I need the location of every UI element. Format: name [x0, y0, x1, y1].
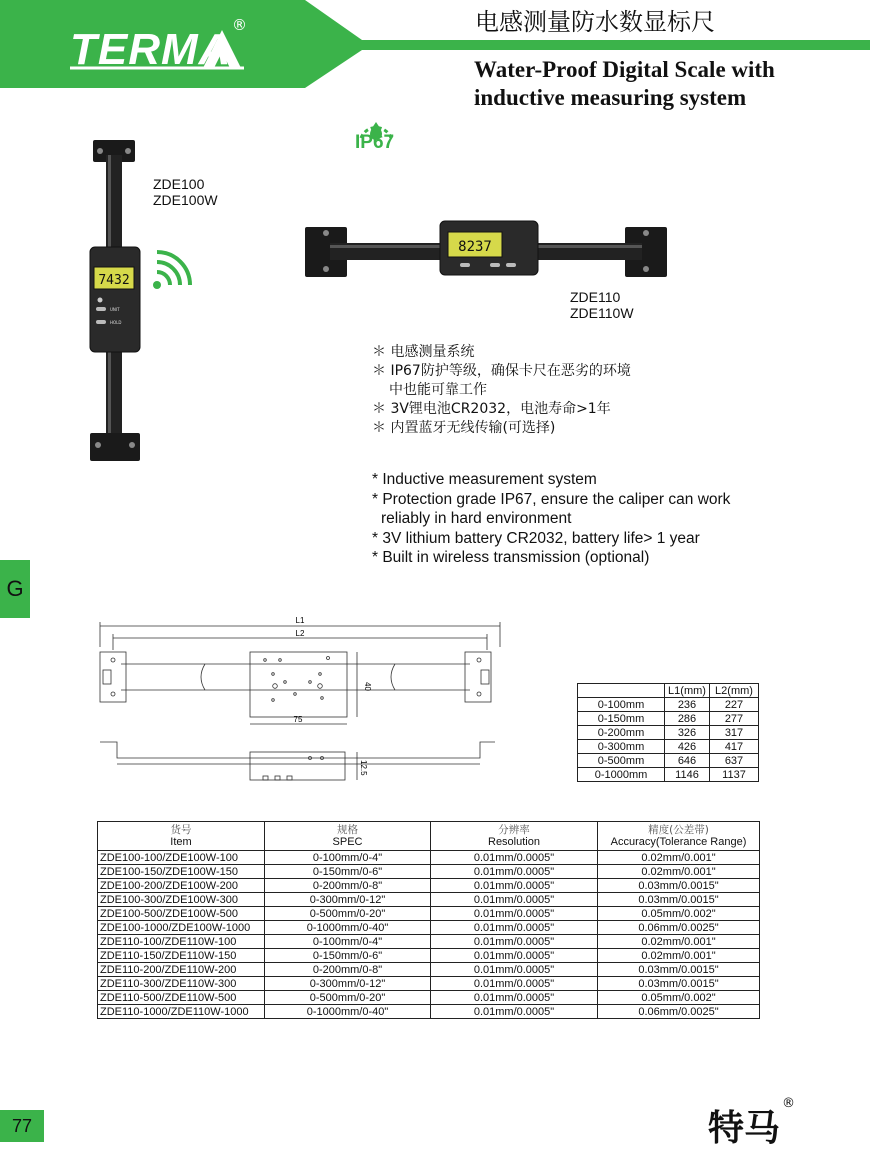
feature-cn-2: ＊ IP67防护等级，确保卡尺在恶劣的环境	[372, 363, 631, 379]
spec-resolution: 0.01mm/0.0005"	[431, 949, 598, 963]
feature-cn-3: ＊ 3V锂电池CR2032，电池寿命>1年	[372, 401, 611, 417]
footer-registered-mark: ®	[782, 1096, 795, 1111]
feature-en-1: * Inductive measurement system	[372, 471, 597, 488]
table-row	[98, 977, 760, 991]
spec-resolution: 0.01mm/0.0005"	[431, 991, 598, 1005]
dim-range: 0-300mm	[578, 740, 665, 754]
spec-item: ZDE100-300/ZDE100W-300	[98, 893, 265, 907]
spec-item: ZDE100-100/ZDE100W-100	[98, 851, 265, 865]
table-row	[98, 879, 760, 893]
spec-accuracy: 0.02mm/0.001"	[598, 935, 760, 949]
dim-l2: 227	[710, 698, 759, 712]
spec-resolution: 0.01mm/0.0005"	[431, 977, 598, 991]
dim-l2: 317	[710, 726, 759, 740]
spec-accuracy: 0.02mm/0.001"	[598, 851, 760, 865]
features-en	[372, 470, 730, 568]
table-header-row	[98, 822, 760, 851]
spec-header-resolution-en: Resolution	[488, 836, 540, 848]
spec-accuracy: 0.06mm/0.0025"	[598, 921, 760, 935]
spec-resolution: 0.01mm/0.0005"	[431, 907, 598, 921]
dim-l2: 1137	[710, 768, 759, 782]
spec-accuracy: 0.02mm/0.001"	[598, 949, 760, 963]
spec-item: ZDE100-200/ZDE100W-200	[98, 879, 265, 893]
technical-drawing	[95, 612, 515, 787]
spec-resolution: 0.01mm/0.0005"	[431, 1005, 598, 1019]
spec-range: 0-500mm/0-20"	[265, 907, 431, 921]
table-row	[98, 935, 760, 949]
dim-header-l2: L2(mm)	[710, 684, 759, 698]
table-row	[578, 726, 759, 740]
spec-range: 0-500mm/0-20"	[265, 991, 431, 1005]
spec-accuracy: 0.06mm/0.0025"	[598, 1005, 760, 1019]
spec-table	[97, 821, 760, 1019]
dim-header-range	[578, 684, 665, 698]
dim-l1: 286	[665, 712, 710, 726]
drawing-width-label: 75	[293, 715, 303, 724]
spec-range: 0-100mm/0-4"	[265, 935, 431, 949]
title-en-line1: Water-Proof Digital Scale with	[474, 57, 775, 82]
dim-l1: 646	[665, 754, 710, 768]
table-row	[98, 921, 760, 935]
spec-header-accuracy	[598, 822, 760, 851]
vertical-lcd-reading: 7432	[98, 273, 130, 288]
dim-range: 0-150mm	[578, 712, 665, 726]
brand-logo: TERMA	[70, 25, 232, 74]
vertical-hold-label: HOLD	[110, 320, 122, 325]
table-row	[98, 963, 760, 977]
spec-accuracy: 0.03mm/0.0015"	[598, 963, 760, 977]
spec-item: ZDE110-500/ZDE110W-500	[98, 991, 265, 1005]
spec-item: ZDE100-150/ZDE100W-150	[98, 865, 265, 879]
spec-resolution: 0.01mm/0.0005"	[431, 851, 598, 865]
footer-brand: 特马	[708, 1108, 781, 1149]
drawing-height-label: 40	[363, 682, 372, 691]
spec-range: 0-200mm/0-8"	[265, 963, 431, 977]
dim-range: 0-100mm	[578, 698, 665, 712]
spec-range: 0-1000mm/0-40"	[265, 921, 431, 935]
ip67-badge	[353, 118, 399, 158]
spec-header-item-en: Item	[170, 836, 192, 848]
spec-item: ZDE110-200/ZDE110W-200	[98, 963, 265, 977]
feature-en-2b: reliably in hard environment	[381, 510, 572, 527]
spec-range: 0-150mm/0-6"	[265, 865, 431, 879]
spec-item: ZDE100-1000/ZDE100W-1000	[98, 921, 265, 935]
feature-cn-2b: 中也能可靠工作	[389, 382, 487, 398]
spec-header-spec-en: SPEC	[332, 836, 363, 848]
dim-header-l1: L1(mm)	[665, 684, 710, 698]
dim-range: 0-500mm	[578, 754, 665, 768]
vertical-unit-label: UNIT	[110, 307, 120, 312]
drawing-l1-label: L1	[295, 616, 305, 625]
spec-accuracy: 0.03mm/0.0015"	[598, 879, 760, 893]
model-zde100w: ZDE100W	[153, 192, 218, 208]
brand-registered-mark: ®	[232, 16, 247, 34]
horizontal-scale-image	[300, 215, 670, 280]
spec-range: 0-150mm/0-6"	[265, 949, 431, 963]
spec-header-accuracy-cn: 精度(公差带)	[648, 824, 709, 836]
spec-range: 0-300mm/0-12"	[265, 977, 431, 991]
page-title-en	[474, 56, 854, 112]
spec-range: 0-100mm/0-4"	[265, 851, 431, 865]
feature-en-4: * Built in wireless transmission (optional)	[372, 549, 650, 566]
spec-item: ZDE110-150/ZDE110W-150	[98, 949, 265, 963]
table-row	[578, 698, 759, 712]
spec-resolution: 0.01mm/0.0005"	[431, 963, 598, 977]
spec-header-resolution	[431, 822, 598, 851]
spec-resolution: 0.01mm/0.0005"	[431, 879, 598, 893]
horizontal-lcd-reading: 8237	[458, 239, 492, 255]
spec-accuracy: 0.02mm/0.001"	[598, 865, 760, 879]
table-row	[98, 907, 760, 921]
spec-accuracy: 0.03mm/0.0015"	[598, 893, 760, 907]
page-number: 77	[0, 1110, 44, 1142]
features-cn	[372, 343, 631, 438]
vertical-model-labels	[153, 176, 218, 208]
model-zde110w: ZDE110W	[570, 305, 634, 321]
spec-header-spec-cn: 规格	[337, 824, 358, 836]
drawing-thickness-label: 12.5	[359, 760, 368, 776]
dim-l1: 236	[665, 698, 710, 712]
spec-header-accuracy-en: Accuracy(Tolerance Range)	[610, 836, 747, 848]
spec-item: ZDE100-500/ZDE100W-500	[98, 907, 265, 921]
dim-l2: 637	[710, 754, 759, 768]
table-row	[578, 712, 759, 726]
spec-range: 0-300mm/0-12"	[265, 893, 431, 907]
spec-resolution: 0.01mm/0.0005"	[431, 893, 598, 907]
table-row	[578, 768, 759, 782]
spec-resolution: 0.01mm/0.0005"	[431, 921, 598, 935]
spec-item: ZDE110-100/ZDE110W-100	[98, 935, 265, 949]
horizontal-model-labels	[570, 289, 634, 321]
spec-resolution: 0.01mm/0.0005"	[431, 865, 598, 879]
ip67-label: IP67	[355, 132, 395, 153]
dim-range: 0-200mm	[578, 726, 665, 740]
wireless-icon	[152, 248, 194, 290]
title-en-line2: inductive measuring system	[474, 85, 747, 110]
spec-accuracy: 0.03mm/0.0015"	[598, 977, 760, 991]
dim-range: 0-1000mm	[578, 768, 665, 782]
model-zde100: ZDE100	[153, 176, 205, 192]
spec-range: 0-200mm/0-8"	[265, 879, 431, 893]
feature-cn-1: ＊ 电感测量系统	[372, 344, 475, 360]
table-row	[578, 740, 759, 754]
feature-en-2: * Protection grade IP67, ensure the caliper can work	[372, 490, 731, 508]
feature-cn-4: ＊ 内置蓝牙无线传输(可选择)	[372, 420, 556, 436]
table-row	[578, 754, 759, 768]
spec-header-item-cn: 货号	[170, 824, 192, 836]
table-row	[98, 851, 760, 865]
spec-header-item	[98, 822, 265, 851]
dim-l1: 426	[665, 740, 710, 754]
section-tab: G	[0, 560, 30, 618]
dimension-table	[577, 683, 759, 782]
table-row	[98, 893, 760, 907]
spec-header-spec	[265, 822, 431, 851]
dim-l1: 326	[665, 726, 710, 740]
spec-accuracy: 0.05mm/0.002"	[598, 991, 760, 1005]
table-row	[98, 991, 760, 1005]
vertical-scale-image	[80, 135, 155, 465]
dim-l1: 1146	[665, 768, 710, 782]
spec-accuracy: 0.05mm/0.002"	[598, 907, 760, 921]
table-row	[98, 1005, 760, 1019]
page-title-cn: 电感测量防水数显标尺	[475, 8, 715, 36]
model-zde110: ZDE110	[570, 289, 621, 305]
spec-header-resolution-cn: 分辨率	[498, 824, 530, 836]
dim-l2: 417	[710, 740, 759, 754]
table-row	[98, 949, 760, 963]
spec-item: ZDE110-300/ZDE110W-300	[98, 977, 265, 991]
spec-range: 0-1000mm/0-40"	[265, 1005, 431, 1019]
table-header-row	[578, 684, 759, 698]
spec-item: ZDE110-1000/ZDE110W-1000	[98, 1005, 265, 1019]
table-row	[98, 865, 760, 879]
drawing-l2-label: L2	[295, 629, 305, 638]
spec-resolution: 0.01mm/0.0005"	[431, 935, 598, 949]
dim-l2: 277	[710, 712, 759, 726]
feature-en-3: * 3V lithium battery CR2032, battery life> 1 year	[372, 529, 700, 547]
